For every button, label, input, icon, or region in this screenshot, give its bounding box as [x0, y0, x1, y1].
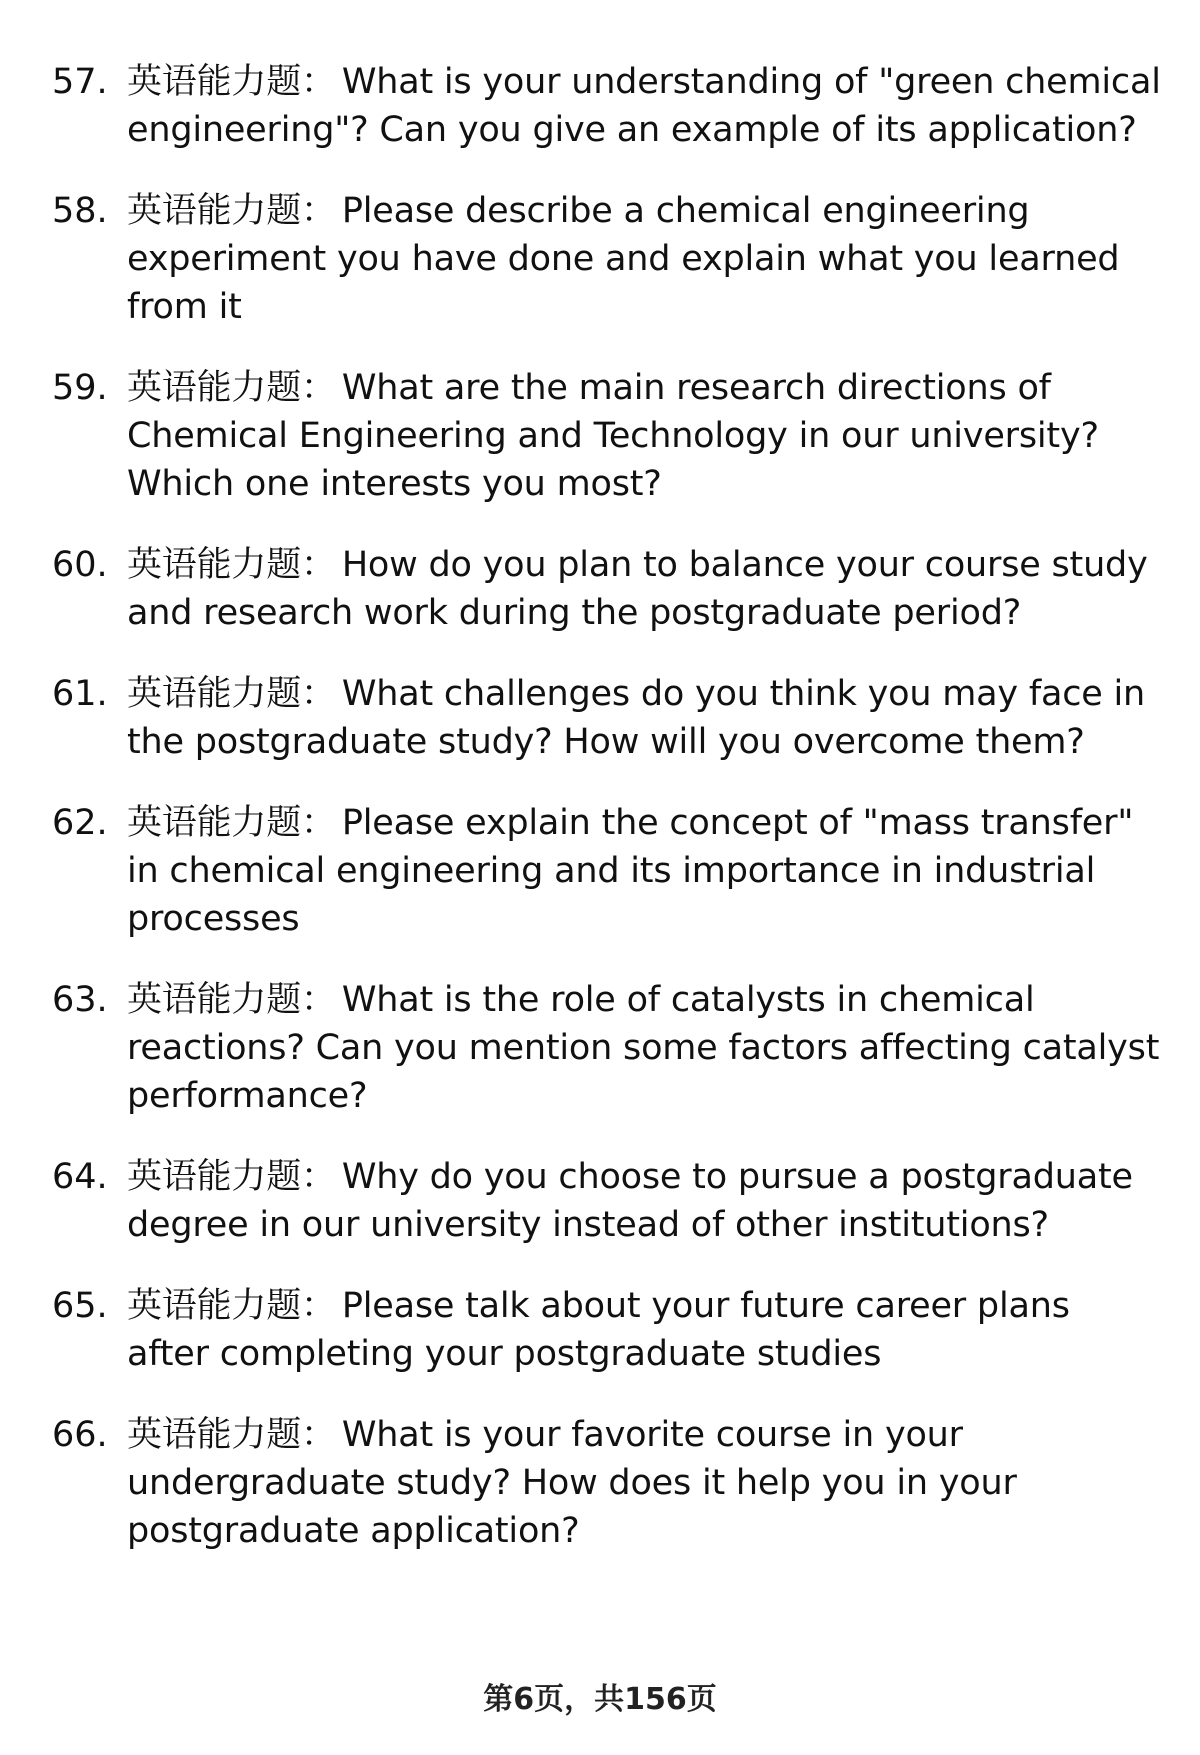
question-item — [52, 1282, 1162, 1378]
question-number: 64. — [52, 1157, 108, 1197]
question-label: 英语能力题： — [127, 545, 336, 585]
question-number: 57. — [52, 62, 108, 102]
question-text: What are the main research directions of Chemical Engineering and Technology in our university? Which one interests you most? — [127, 368, 1099, 504]
question-number: 60. — [52, 545, 108, 585]
question-label: 英语能力题： — [127, 62, 336, 102]
page-footer: 第6页，共156页 — [483, 1682, 717, 1717]
question-number: 61. — [52, 674, 108, 714]
question-list — [52, 58, 1162, 1588]
question-item — [52, 541, 1162, 637]
question-item — [52, 976, 1162, 1120]
question-label: 英语能力题： — [127, 1286, 336, 1326]
question-label: 英语能力题： — [127, 674, 336, 714]
question-label: 英语能力题： — [127, 368, 336, 408]
question-item — [52, 799, 1162, 943]
question-text: Why do you choose to pursue a postgraduate degree in our university instead of other institutions? — [127, 1157, 1133, 1245]
question-number: 65. — [52, 1286, 108, 1326]
question-label: 英语能力题： — [127, 191, 336, 231]
question-label: 英语能力题： — [127, 1157, 336, 1197]
question-body — [127, 1411, 1162, 1555]
question-item — [52, 58, 1162, 154]
question-text: What challenges do you think you may face in the postgraduate study? How will you overcome them? — [127, 674, 1146, 762]
question-number: 59. — [52, 368, 108, 408]
question-item — [52, 1153, 1162, 1249]
question-number: 66. — [52, 1415, 108, 1455]
question-text: Please explain the concept of "mass transfer" in chemical engineering and its importance in industrial processes — [127, 803, 1134, 939]
question-body — [127, 364, 1162, 508]
question-text: What is your understanding of "green chemical engineering"? Can you give an example of its application? — [127, 62, 1161, 150]
question-body — [127, 58, 1162, 154]
question-body — [127, 1153, 1162, 1249]
question-body — [127, 541, 1162, 637]
question-item — [52, 187, 1162, 331]
question-body — [127, 976, 1162, 1120]
question-body — [127, 1282, 1162, 1378]
question-label: 英语能力题： — [127, 1415, 336, 1455]
question-label: 英语能力题： — [127, 980, 336, 1020]
question-label: 英语能力题： — [127, 803, 336, 843]
question-item — [52, 1411, 1162, 1555]
question-item — [52, 670, 1162, 766]
question-number: 62. — [52, 803, 108, 843]
question-text: Please talk about your future career plans after completing your postgraduate studies — [127, 1286, 1070, 1374]
question-item — [52, 364, 1162, 508]
question-text: How do you plan to balance your course study and research work during the postgraduate period? — [127, 545, 1148, 633]
question-number: 58. — [52, 191, 108, 231]
question-text: Please describe a chemical engineering experiment you have done and explain what you learned from it — [127, 191, 1120, 327]
question-text: What is the role of catalysts in chemical reactions? Can you mention some factors affecting catalyst performance? — [127, 980, 1160, 1116]
question-body — [127, 799, 1162, 943]
question-body — [127, 187, 1162, 331]
question-number: 63. — [52, 980, 108, 1020]
question-body — [127, 670, 1162, 766]
question-text: What is your favorite course in your undergraduate study? How does it help you in your postgraduate application? — [127, 1415, 1017, 1551]
